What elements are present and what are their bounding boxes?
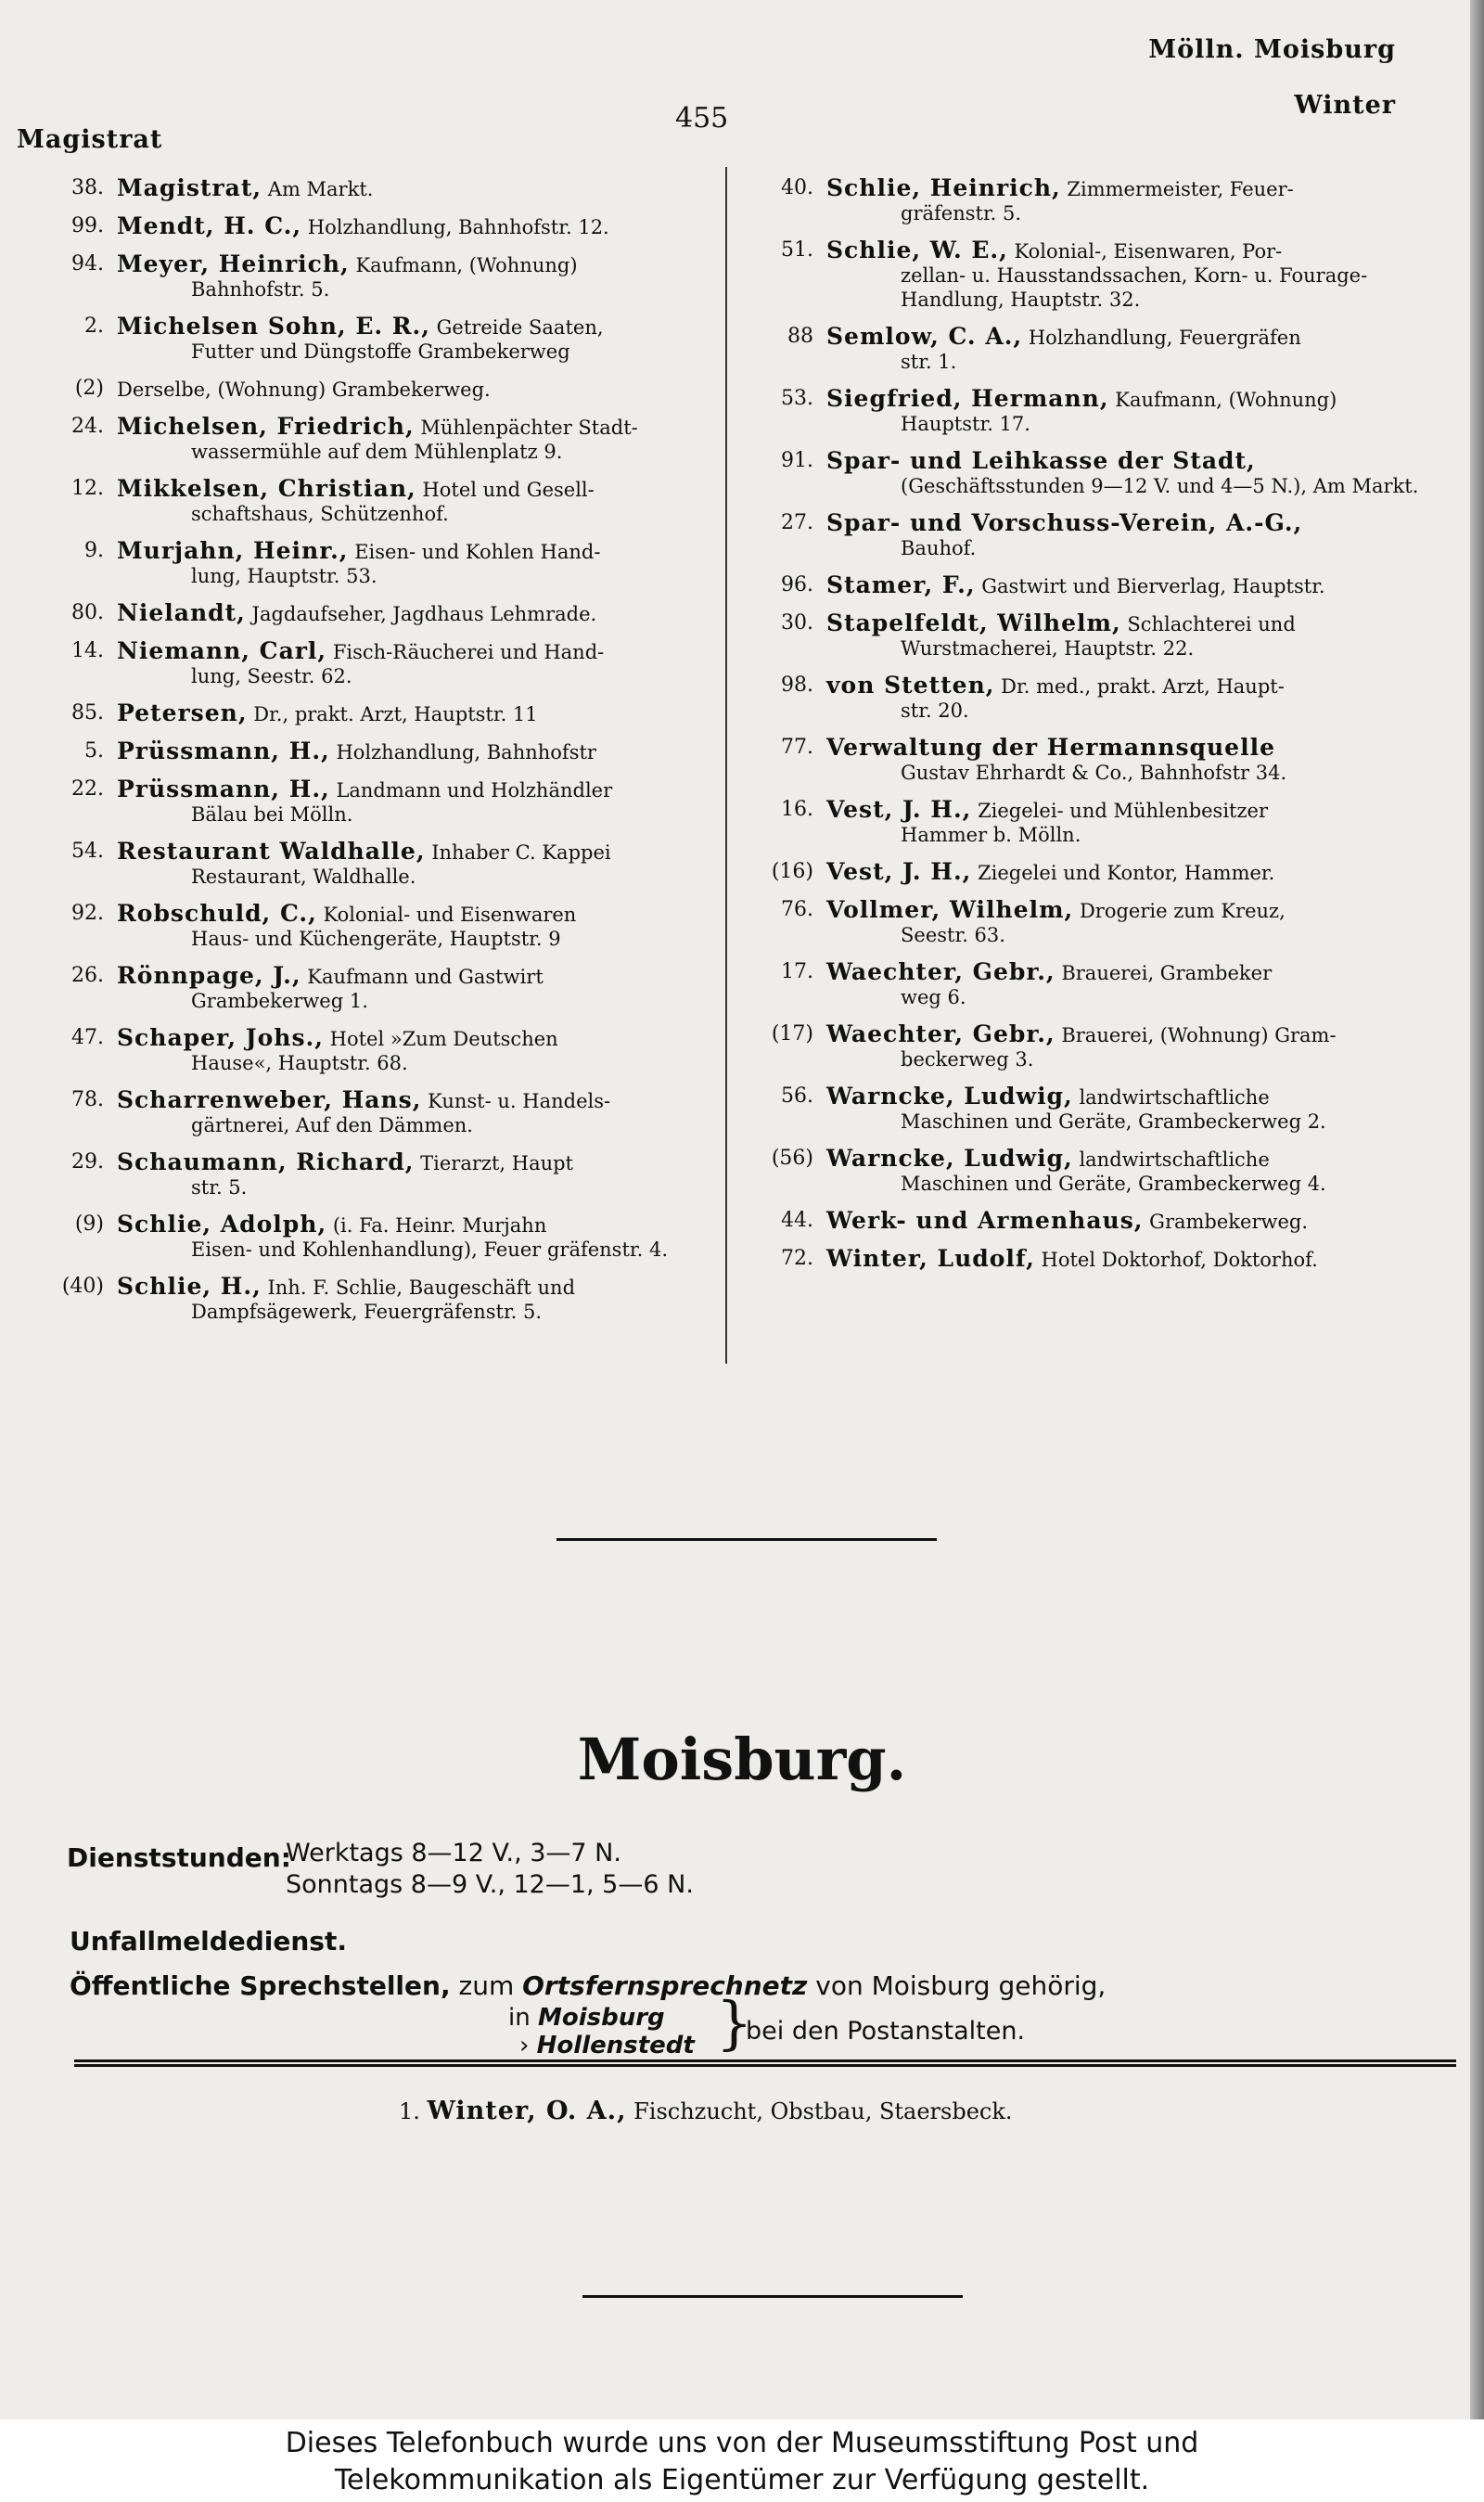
directory-entry: [37, 601, 714, 626]
entry-name: Schlie, Adolph,: [117, 1211, 327, 1238]
entry-body: [117, 1275, 714, 1324]
column-divider: [725, 167, 727, 1364]
entry-details: Kolonial- und Eisenwaren: [323, 904, 577, 926]
entry-name: Mendt, H. C.,: [117, 212, 302, 239]
entry-body: [117, 739, 714, 764]
entry-number: (2): [74, 377, 104, 400]
directory-entry: [37, 964, 714, 1013]
entry-body: [826, 798, 1424, 847]
entry-number: 1.: [399, 2098, 420, 2124]
entry-name: Siegfried, Hermann,: [826, 385, 1109, 412]
entry-body: [826, 325, 1424, 374]
entry-body: [117, 415, 714, 464]
entry-continuation: Futter und Düngstoffe Grambekerweg: [191, 340, 570, 363]
entry-body: [117, 840, 714, 889]
entry-body: [826, 511, 1424, 560]
entry-name: Petersen,: [117, 699, 248, 726]
directory-entry: [37, 1026, 714, 1075]
entry-body: [826, 1247, 1424, 1272]
entry-body: [117, 539, 714, 588]
entry-number: (56): [771, 1147, 813, 1170]
entry-body: [826, 387, 1424, 436]
entry-name: Vest, J. H.,: [826, 796, 972, 823]
entry-details: Zimmermeister, Feuer-: [1067, 178, 1294, 200]
directory-entry: [37, 539, 714, 588]
entry-number: 5.: [84, 739, 104, 763]
entry-continuation: beckerweg 3.: [901, 1048, 1034, 1071]
entry-details: Holzhandlung, Feuergräfen: [1028, 327, 1301, 349]
entry-name: Vest, J. H.,: [826, 858, 972, 885]
entry-continuation: Dampfsägewerk, Feuergräfenstr. 5.: [191, 1301, 543, 1323]
entry-details: Derselbe, (Wohnung) Grambekerweg.: [117, 379, 491, 401]
entry-details: Landmann und Holzhändler: [336, 779, 613, 802]
entry-body: [117, 314, 714, 364]
entry-number: 2.: [84, 314, 104, 338]
brace-symbol: }: [716, 1989, 753, 2057]
entry-body: [117, 477, 714, 526]
directory-entry: [747, 511, 1424, 560]
entry-details: Hotel »Zum Deutschen: [329, 1028, 558, 1050]
place-prefix-1: in: [508, 2004, 531, 2032]
entry-body: [826, 1022, 1424, 1071]
entry-number: 98.: [781, 674, 813, 697]
entry-details: Dr., prakt. Arzt, Hauptstr. 11: [253, 703, 538, 725]
entry-details: Ziegelei und Kontor, Hammer.: [978, 862, 1275, 884]
entry-number: 91.: [781, 449, 813, 472]
entry-body: [117, 701, 714, 726]
place-hollenstedt: Hollenstedt: [536, 2032, 695, 2059]
entry-name: Spar- und Leihkasse der Stadt,: [826, 447, 1256, 474]
entry-name: Robschuld, C.,: [117, 900, 317, 927]
entry-body: [826, 611, 1424, 661]
directory-entry: [37, 252, 714, 302]
directory-entry: [747, 238, 1424, 312]
entry-details: (i. Fa. Heinr. Murjahn: [332, 1214, 547, 1237]
entry-details: Holzhandlung, Bahnhofstr: [336, 741, 596, 763]
entry-body: [117, 777, 714, 827]
entry-body: [117, 1150, 714, 1200]
entry-details: Inhaber C. Kappei: [431, 841, 611, 864]
section-title: Moisburg.: [577, 1726, 907, 1793]
entry-number: 26.: [71, 964, 104, 987]
directory-entry: [747, 325, 1424, 374]
entry-details: Inh. F. Schlie, Baugeschäft und: [267, 1277, 576, 1299]
entry-body: [826, 1084, 1424, 1134]
office-hours-sundays: Sonntags 8—9 V., 12—1, 5—6 N.: [286, 1870, 694, 1899]
entry-details: Gastwirt und Bierverlag, Hauptstr.: [981, 575, 1325, 597]
public-phones-label: Öffentliche Sprechstellen,: [70, 1970, 451, 2001]
entry-details: Kaufmann und Gastwirt: [307, 966, 544, 988]
directory-entry: [747, 860, 1424, 885]
entry-continuation: schaftshaus, Schützenhof.: [191, 503, 449, 525]
entry-number: (17): [771, 1022, 813, 1046]
entry-name: Verwaltung der Hermannsquelle: [826, 734, 1275, 761]
double-rule: [74, 2059, 1456, 2067]
entry-name: Schaumann, Richard,: [117, 1148, 415, 1175]
entry-body: [826, 674, 1424, 723]
entry-continuation: str. 1.: [901, 351, 957, 373]
directory-entry: [37, 214, 714, 239]
entry-continuation: lung, Seestr. 62.: [191, 665, 352, 687]
entry-details: Hotel und Gesell-: [422, 479, 595, 501]
entry-number: 47.: [71, 1026, 104, 1049]
entry-continuation: Hauptstr. 17.: [901, 413, 1030, 435]
entry-number: 38.: [71, 176, 104, 199]
place-prefix-2: ›: [519, 2032, 530, 2059]
public-phones-mid: zum: [458, 1970, 515, 2001]
page-number: 455: [675, 102, 729, 135]
entry-name: Meyer, Heinrich,: [117, 250, 350, 277]
entry-details: Grambekerweg.: [1149, 1211, 1309, 1233]
entry-continuation: Wurstmacherei, Hauptstr. 22.: [901, 637, 1195, 660]
right-column: [747, 176, 1424, 1285]
entry-name: Winter, Ludolf,: [826, 1245, 1035, 1272]
entry-details: Fisch-Räucherei und Hand-: [332, 641, 605, 663]
entry-body: [117, 176, 714, 201]
entry-body: [117, 214, 714, 239]
entry-continuation: str. 20.: [901, 699, 969, 722]
place-moisburg: Moisburg: [537, 2004, 665, 2032]
entry-name: Vollmer, Wilhelm,: [826, 896, 1074, 923]
entry-details: landwirtschaftliche: [1079, 1148, 1270, 1171]
entry-details: Kolonial-, Eisenwaren, Por-: [1014, 240, 1283, 263]
entry-details: Dr. med., prakt. Arzt, Haupt-: [1001, 675, 1285, 698]
entry-body: [117, 377, 714, 402]
footer-line-1: Dieses Telefonbuch wurde uns von der Museumsstiftung Post und: [285, 2427, 1199, 2459]
directory-entry: [37, 777, 714, 827]
directory-entry: [747, 1147, 1424, 1196]
entry-name: Werk- und Armenhaus,: [826, 1207, 1144, 1234]
entry-details: Holzhandlung, Bahnhofstr. 12.: [307, 216, 609, 238]
office-hours-weekdays: Werktags 8—12 V., 3—7 N.: [286, 1839, 621, 1867]
entry-number: 99.: [71, 214, 104, 237]
entry-details: Mühlenpächter Stadt-: [420, 417, 638, 439]
entry-details: Brauerei, Grambeker: [1061, 962, 1273, 984]
entry-number: 22.: [71, 777, 104, 801]
entry-number: 30.: [781, 611, 813, 635]
entry-number: 29.: [71, 1150, 104, 1174]
accident-service: Unfallmeldedienst.: [70, 1926, 347, 1957]
entry-number: 14.: [71, 639, 104, 662]
post-offices-text: bei den Postanstalten.: [746, 2017, 1026, 2046]
entry-number: 27.: [781, 511, 813, 534]
entry-body: [826, 176, 1424, 225]
entry-name: Michelsen Sohn, E. R.,: [117, 313, 430, 340]
entry-continuation: Bauhof.: [901, 537, 977, 559]
footer-notice: [0, 2419, 1484, 2502]
directory-entry: [747, 674, 1424, 723]
directory-entry: [37, 477, 714, 526]
directory-entry: [747, 960, 1424, 1009]
entry-continuation: wassermühle auf dem Mühlenplatz 9.: [191, 441, 563, 463]
left-column: [37, 176, 714, 1337]
entry-details: Fischzucht, Obstbau, Staersbeck.: [633, 2098, 1013, 2124]
entry-name: Michelsen, Friedrich,: [117, 413, 415, 440]
entry-body: [826, 449, 1424, 498]
entry-body: [826, 238, 1424, 312]
header-winter: Winter: [1294, 91, 1396, 120]
entry-details: Schlachterei und: [1127, 613, 1296, 635]
entry-number: 54.: [71, 840, 104, 863]
directory-entry: [37, 415, 714, 464]
directory-entry: [747, 449, 1424, 498]
entry-name: Winter, O. A.,: [427, 2097, 627, 2125]
entry-number: 16.: [781, 798, 813, 821]
directory-entry: [747, 611, 1424, 661]
entry-continuation: Haus- und Küchengeräte, Hauptstr. 9: [191, 928, 561, 950]
entry-number: 40.: [781, 176, 813, 199]
entry-body: [117, 1026, 714, 1075]
entry-name: Restaurant Waldhalle,: [117, 838, 426, 865]
entry-continuation: gärtnerei, Auf den Dämmen.: [191, 1114, 473, 1136]
entry-details: Kaufmann, (Wohnung): [1115, 389, 1337, 411]
entry-number: 88: [787, 325, 813, 348]
entry-continuation: Hammer b. Mölln.: [901, 824, 1081, 846]
entry-details: Eisen- und Kohlen Hand-: [354, 541, 601, 563]
entry-continuation: Bälau bei Mölln.: [191, 803, 353, 826]
entry-continuation: Bahnhofstr. 5.: [191, 278, 330, 301]
entry-body: [117, 964, 714, 1013]
entry-body: [826, 960, 1424, 1009]
entry-name: Scharrenweber, Hans,: [117, 1086, 422, 1113]
entry-body: [826, 1147, 1424, 1196]
directory-entry: [37, 1150, 714, 1200]
entry-body: [117, 252, 714, 302]
entry-number: 92.: [71, 902, 104, 925]
end-rule: [582, 2295, 963, 2298]
entry-details: Hotel Doktorhof, Doktorhof.: [1041, 1249, 1318, 1271]
entry-body: [117, 1088, 714, 1137]
entry-name: Magistrat,: [117, 174, 262, 201]
entry-name: Murjahn, Heinr.,: [117, 537, 349, 564]
directory-entry: [747, 736, 1424, 785]
public-phones-places: [508, 2004, 695, 2059]
entry-number: 9.: [84, 539, 104, 562]
entry-body: [117, 639, 714, 688]
entry-number: 77.: [781, 736, 813, 759]
entry-continuation: Gustav Ehrhardt & Co., Bahnhofstr 34.: [901, 762, 1287, 784]
entry-name: Schlie, Heinrich,: [826, 174, 1061, 201]
entry-continuation: lung, Hauptstr. 53.: [191, 565, 377, 587]
entry-details: Tierarzt, Haupt: [420, 1152, 573, 1174]
entry-details: Jagdaufseher, Jagdhaus Lehmrade.: [251, 603, 597, 625]
entry-number: 53.: [781, 387, 813, 410]
entry-name: Waechter, Gebr.,: [826, 1020, 1055, 1047]
entry-continuation: Eisen- und Kohlenhandlung), Feuer gräfenstr. 4.: [191, 1238, 669, 1261]
office-hours-label: Dienststunden:: [67, 1842, 291, 1873]
directory-entry: [747, 387, 1424, 436]
entry-number: 72.: [781, 1247, 813, 1270]
entry-name: Schlie, H.,: [117, 1273, 262, 1300]
entry-continuation: Maschinen und Geräte, Grambeckerweg 2.: [901, 1110, 1326, 1133]
entry-body: [117, 902, 714, 951]
entry-number: 51.: [781, 238, 813, 262]
entry-continuation: Restaurant, Waldhalle.: [191, 866, 416, 888]
directory-entry: [37, 639, 714, 688]
entry-name: Semlow, C. A.,: [826, 323, 1023, 350]
page-edge: [1470, 0, 1484, 2419]
entry-name: von Stetten,: [826, 672, 995, 699]
entry-name: Schlie, W. E.,: [826, 237, 1008, 263]
entry-name: Prüssmann, H.,: [117, 776, 330, 802]
entry-number: (16): [771, 860, 813, 883]
entry-body: [826, 898, 1424, 947]
directory-entry: [747, 1084, 1424, 1134]
entry-number: 24.: [71, 415, 104, 438]
directory-entry: [747, 176, 1424, 225]
entry-number: 56.: [781, 1084, 813, 1108]
directory-entry: [37, 377, 714, 402]
entry-details: landwirtschaftliche: [1079, 1086, 1270, 1109]
entry-details: Kunst- u. Handels-: [428, 1090, 611, 1112]
directory-entry: [37, 701, 714, 726]
header-places: Mölln. Moisburg: [1148, 35, 1396, 64]
entry-number: 96.: [781, 573, 813, 597]
entry-name: Niemann, Carl,: [117, 637, 327, 664]
entry-name: Stamer, F.,: [826, 571, 976, 598]
entry-details: Kaufmann, (Wohnung): [355, 254, 578, 276]
directory-entry: [747, 573, 1424, 598]
entry-name: Warncke, Ludwig,: [826, 1083, 1073, 1110]
entry-continuation: Maschinen und Geräte, Grambeckerweg 4.: [901, 1173, 1326, 1195]
footer-line-2: Telekommunikation als Eigentümer zur Verfügung gestellt.: [334, 2464, 1150, 2496]
entry-body: [117, 601, 714, 626]
entry-continuation: Seestr. 63.: [901, 924, 1005, 946]
entry-number: 44.: [781, 1209, 813, 1232]
entry-number: 94.: [71, 252, 104, 276]
entry-name: Nielandt,: [117, 599, 246, 626]
directory-entry: [747, 898, 1424, 947]
entry-continuation: Grambekerweg 1.: [191, 990, 368, 1012]
directory-entry: [37, 739, 714, 764]
entry-name: Mikkelsen, Christian,: [117, 475, 416, 502]
entry-body: [826, 860, 1424, 885]
entry-details: Drogerie zum Kreuz,: [1079, 900, 1286, 922]
entry-name: Spar- und Vorschuss-Verein, A.-G.,: [826, 509, 1303, 536]
directory-entry: [37, 1213, 714, 1262]
directory-entry: [37, 176, 714, 201]
entry-continuation: gräfenstr. 5.: [901, 202, 1022, 225]
directory-entry: [37, 840, 714, 889]
entry-name: Rönnpage, J.,: [117, 962, 301, 989]
entry-body: [117, 1213, 714, 1262]
entry-number: (40): [61, 1275, 104, 1298]
directory-entry: [37, 902, 714, 951]
moisburg-entry: [399, 2097, 1013, 2125]
entry-number: 12.: [71, 477, 104, 500]
entry-continuation: Hause«, Hauptstr. 68.: [191, 1052, 408, 1074]
directory-entry: [747, 1209, 1424, 1234]
entry-name: Warncke, Ludwig,: [826, 1145, 1073, 1172]
entry-continuation: weg 6.: [901, 986, 966, 1008]
entry-number: 76.: [781, 898, 813, 921]
directory-entry: [37, 1275, 714, 1324]
entry-details: Getreide Saaten,: [436, 316, 604, 339]
entry-number: 80.: [71, 601, 104, 624]
entry-number: 17.: [781, 960, 813, 983]
entry-body: [826, 1209, 1424, 1234]
directory-entry: [37, 1088, 714, 1137]
directory-entry: [37, 314, 714, 364]
header-magistrat: Magistrat: [17, 125, 163, 154]
entry-continuation: zellan- u. Hausstandssachen, Korn- u. Fourage-Handlung, Hauptstr. 32.: [901, 264, 1368, 311]
entry-details: Ziegelei- und Mühlenbesitzer: [978, 800, 1269, 822]
public-phones-line: [70, 1970, 1106, 2001]
section-rule: [556, 1538, 937, 1541]
public-phones-tail: von Moisburg gehörig,: [815, 1970, 1107, 2001]
entry-number: 78.: [71, 1088, 104, 1111]
entry-number: 85.: [71, 701, 104, 725]
directory-entry: [747, 1022, 1424, 1071]
entry-name: Waechter, Gebr.,: [826, 958, 1055, 985]
entry-details: Am Markt.: [267, 178, 374, 200]
entry-details: Brauerei, (Wohnung) Gram-: [1061, 1024, 1337, 1046]
entry-continuation: str. 5.: [191, 1176, 248, 1199]
public-phones-network: Ortsfernsprechnetz: [522, 1970, 808, 2001]
directory-entry: [747, 1247, 1424, 1272]
entry-name: Stapelfeldt, Wilhelm,: [826, 609, 1121, 636]
entry-number: (9): [74, 1213, 104, 1236]
entry-body: [826, 573, 1424, 598]
entry-body: [826, 736, 1424, 785]
entry-name: Prüssmann, H.,: [117, 738, 330, 764]
directory-entry: [747, 798, 1424, 847]
entry-continuation: (Geschäftsstunden 9—12 V. und 4—5 N.), Am Markt.: [901, 475, 1419, 497]
entry-name: Schaper, Johs.,: [117, 1024, 324, 1051]
